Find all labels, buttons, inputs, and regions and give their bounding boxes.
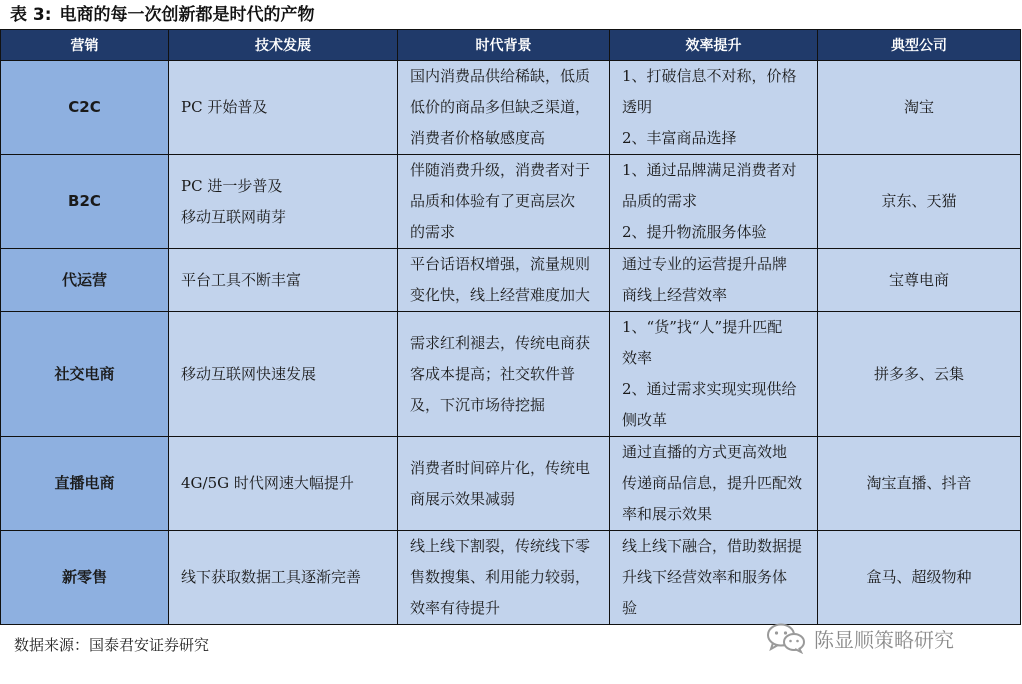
efficiency-cell (610, 155, 818, 249)
cell-line: 1、“货”找“人”提升匹配 (622, 318, 783, 336)
background-cell (398, 312, 610, 437)
cell-line: 验 (622, 599, 638, 617)
company-cell: 淘宝直播、抖音 (818, 437, 1021, 531)
cell-line: 消费者价格敏感度高 (410, 129, 546, 147)
page-title (10, 2, 315, 28)
cell-line: 及，下沉市场待挖掘 (410, 395, 546, 414)
row-type: 直播电商 (1, 437, 169, 531)
cell-line: 品质和体验有了更高层次 (410, 192, 576, 210)
header-companies: 典型公司 (818, 30, 1021, 61)
cell-line: 移动互联网快速发展 (181, 364, 317, 383)
row-type: 新零售 (1, 531, 169, 625)
cell-line: 线下获取数据工具逐渐完善 (181, 568, 362, 586)
cell-line: 2、通过需求实现实现供给 (622, 380, 797, 398)
background-cell (398, 155, 610, 249)
cell-line: 1、通过品牌满足消费者对 (622, 161, 797, 179)
cell-line: 品质的需求 (622, 192, 698, 210)
cell-line: 客成本提高；社交软件普 (410, 364, 576, 383)
efficiency-cell (610, 61, 818, 155)
tech-cell (169, 155, 398, 249)
cell-line: 消费者时间碎片化，传统电 (410, 458, 591, 477)
company-cell: 拼多多、云集 (818, 312, 1021, 437)
table-number: 表 3: (10, 5, 52, 25)
cell-line: 2、丰富商品选择 (622, 129, 737, 147)
cell-line: 透明 (622, 98, 653, 116)
cell-line: 侧改革 (622, 411, 668, 429)
efficiency-cell (610, 312, 818, 437)
cell-line: 线上线下割裂，传统线下零 (410, 537, 591, 555)
efficiency-cell (610, 249, 818, 312)
cell-line: 效率 (622, 349, 653, 367)
cell-line: 需求红利褪去，传统电商获 (410, 333, 591, 352)
header-efficiency: 效率提升 (610, 30, 818, 61)
watermark-text: 陈显顺策略研究 (814, 627, 954, 652)
tech-cell (169, 312, 398, 437)
cell-line: 升线下经营效率和服务体 (622, 568, 788, 586)
cell-line: 平台工具不断丰富 (181, 270, 302, 289)
cell-line: 2、提升物流服务体验 (622, 223, 767, 241)
cell-line: 效率有待提升 (410, 599, 501, 617)
header-tech: 技术发展 (169, 30, 398, 61)
cell-line: 的需求 (410, 223, 456, 241)
background-cell (398, 249, 610, 312)
cell-line: 伴随消费升级，消费者对于 (410, 161, 591, 179)
watermark (766, 618, 954, 658)
background-cell (398, 61, 610, 155)
cell-line: 平台话语权增强，流量规则 (410, 255, 591, 273)
cell-line: 传递商品信息，提升匹配效 (622, 474, 803, 492)
cell-line: 通过直播的方式更高效地 (622, 443, 788, 461)
cell-line: 低价的商品多但缺乏渠道， (410, 98, 591, 116)
company-cell: 淘宝 (818, 61, 1021, 155)
table-row (1, 531, 1021, 625)
table-header-row (1, 30, 1021, 61)
background-cell (398, 437, 610, 531)
table-row (1, 155, 1021, 249)
header-background: 时代背景 (398, 30, 610, 61)
cell-line: 4G/5G 时代网速大幅提升 (181, 474, 354, 492)
cell-line: 变化快，线上经营难度加大 (410, 286, 591, 304)
source-note: 数据来源：国泰君安证券研究 (14, 636, 210, 654)
tech-cell (169, 61, 398, 155)
efficiency-cell (610, 531, 818, 625)
cell-line: 商线上经营效率 (622, 286, 728, 304)
company-cell: 宝尊电商 (818, 249, 1021, 312)
wechat-icon (766, 622, 806, 654)
table-row (1, 437, 1021, 531)
tech-cell (169, 437, 398, 531)
row-type: 社交电商 (1, 312, 169, 437)
company-cell: 京东、天猫 (818, 155, 1021, 249)
table-title: 电商的每一次创新都是时代的产物 (59, 5, 315, 25)
cell-line: 1、打破信息不对称，价格 (622, 67, 797, 85)
background-cell (398, 531, 610, 625)
row-type: C2C (1, 61, 169, 155)
cell-line: 率和展示效果 (622, 505, 713, 523)
cell-line: PC 开始普及 (181, 98, 268, 116)
tech-cell (169, 531, 398, 625)
cell-line: PC 进一步普及 (181, 176, 283, 195)
efficiency-cell (610, 437, 818, 531)
cell-line: 国内消费品供给稀缺，低质 (410, 67, 591, 85)
company-cell: 盒马、超级物种 (818, 531, 1021, 625)
cell-line: 通过专业的运营提升品牌 (622, 255, 788, 273)
row-type: B2C (1, 155, 169, 249)
cell-line: 商展示效果减弱 (410, 489, 516, 508)
table-row (1, 61, 1021, 155)
table-row (1, 312, 1021, 437)
row-type: 代运营 (1, 249, 169, 312)
table-row (1, 249, 1021, 312)
tech-cell (169, 249, 398, 312)
cell-line: 移动互联网萌芽 (181, 207, 287, 226)
ecommerce-table (0, 29, 1021, 625)
cell-line: 线上线下融合，借助数据提 (622, 537, 803, 555)
header-marketing: 营销 (1, 30, 169, 61)
cell-line: 售数搜集、利用能力较弱， (410, 568, 591, 586)
